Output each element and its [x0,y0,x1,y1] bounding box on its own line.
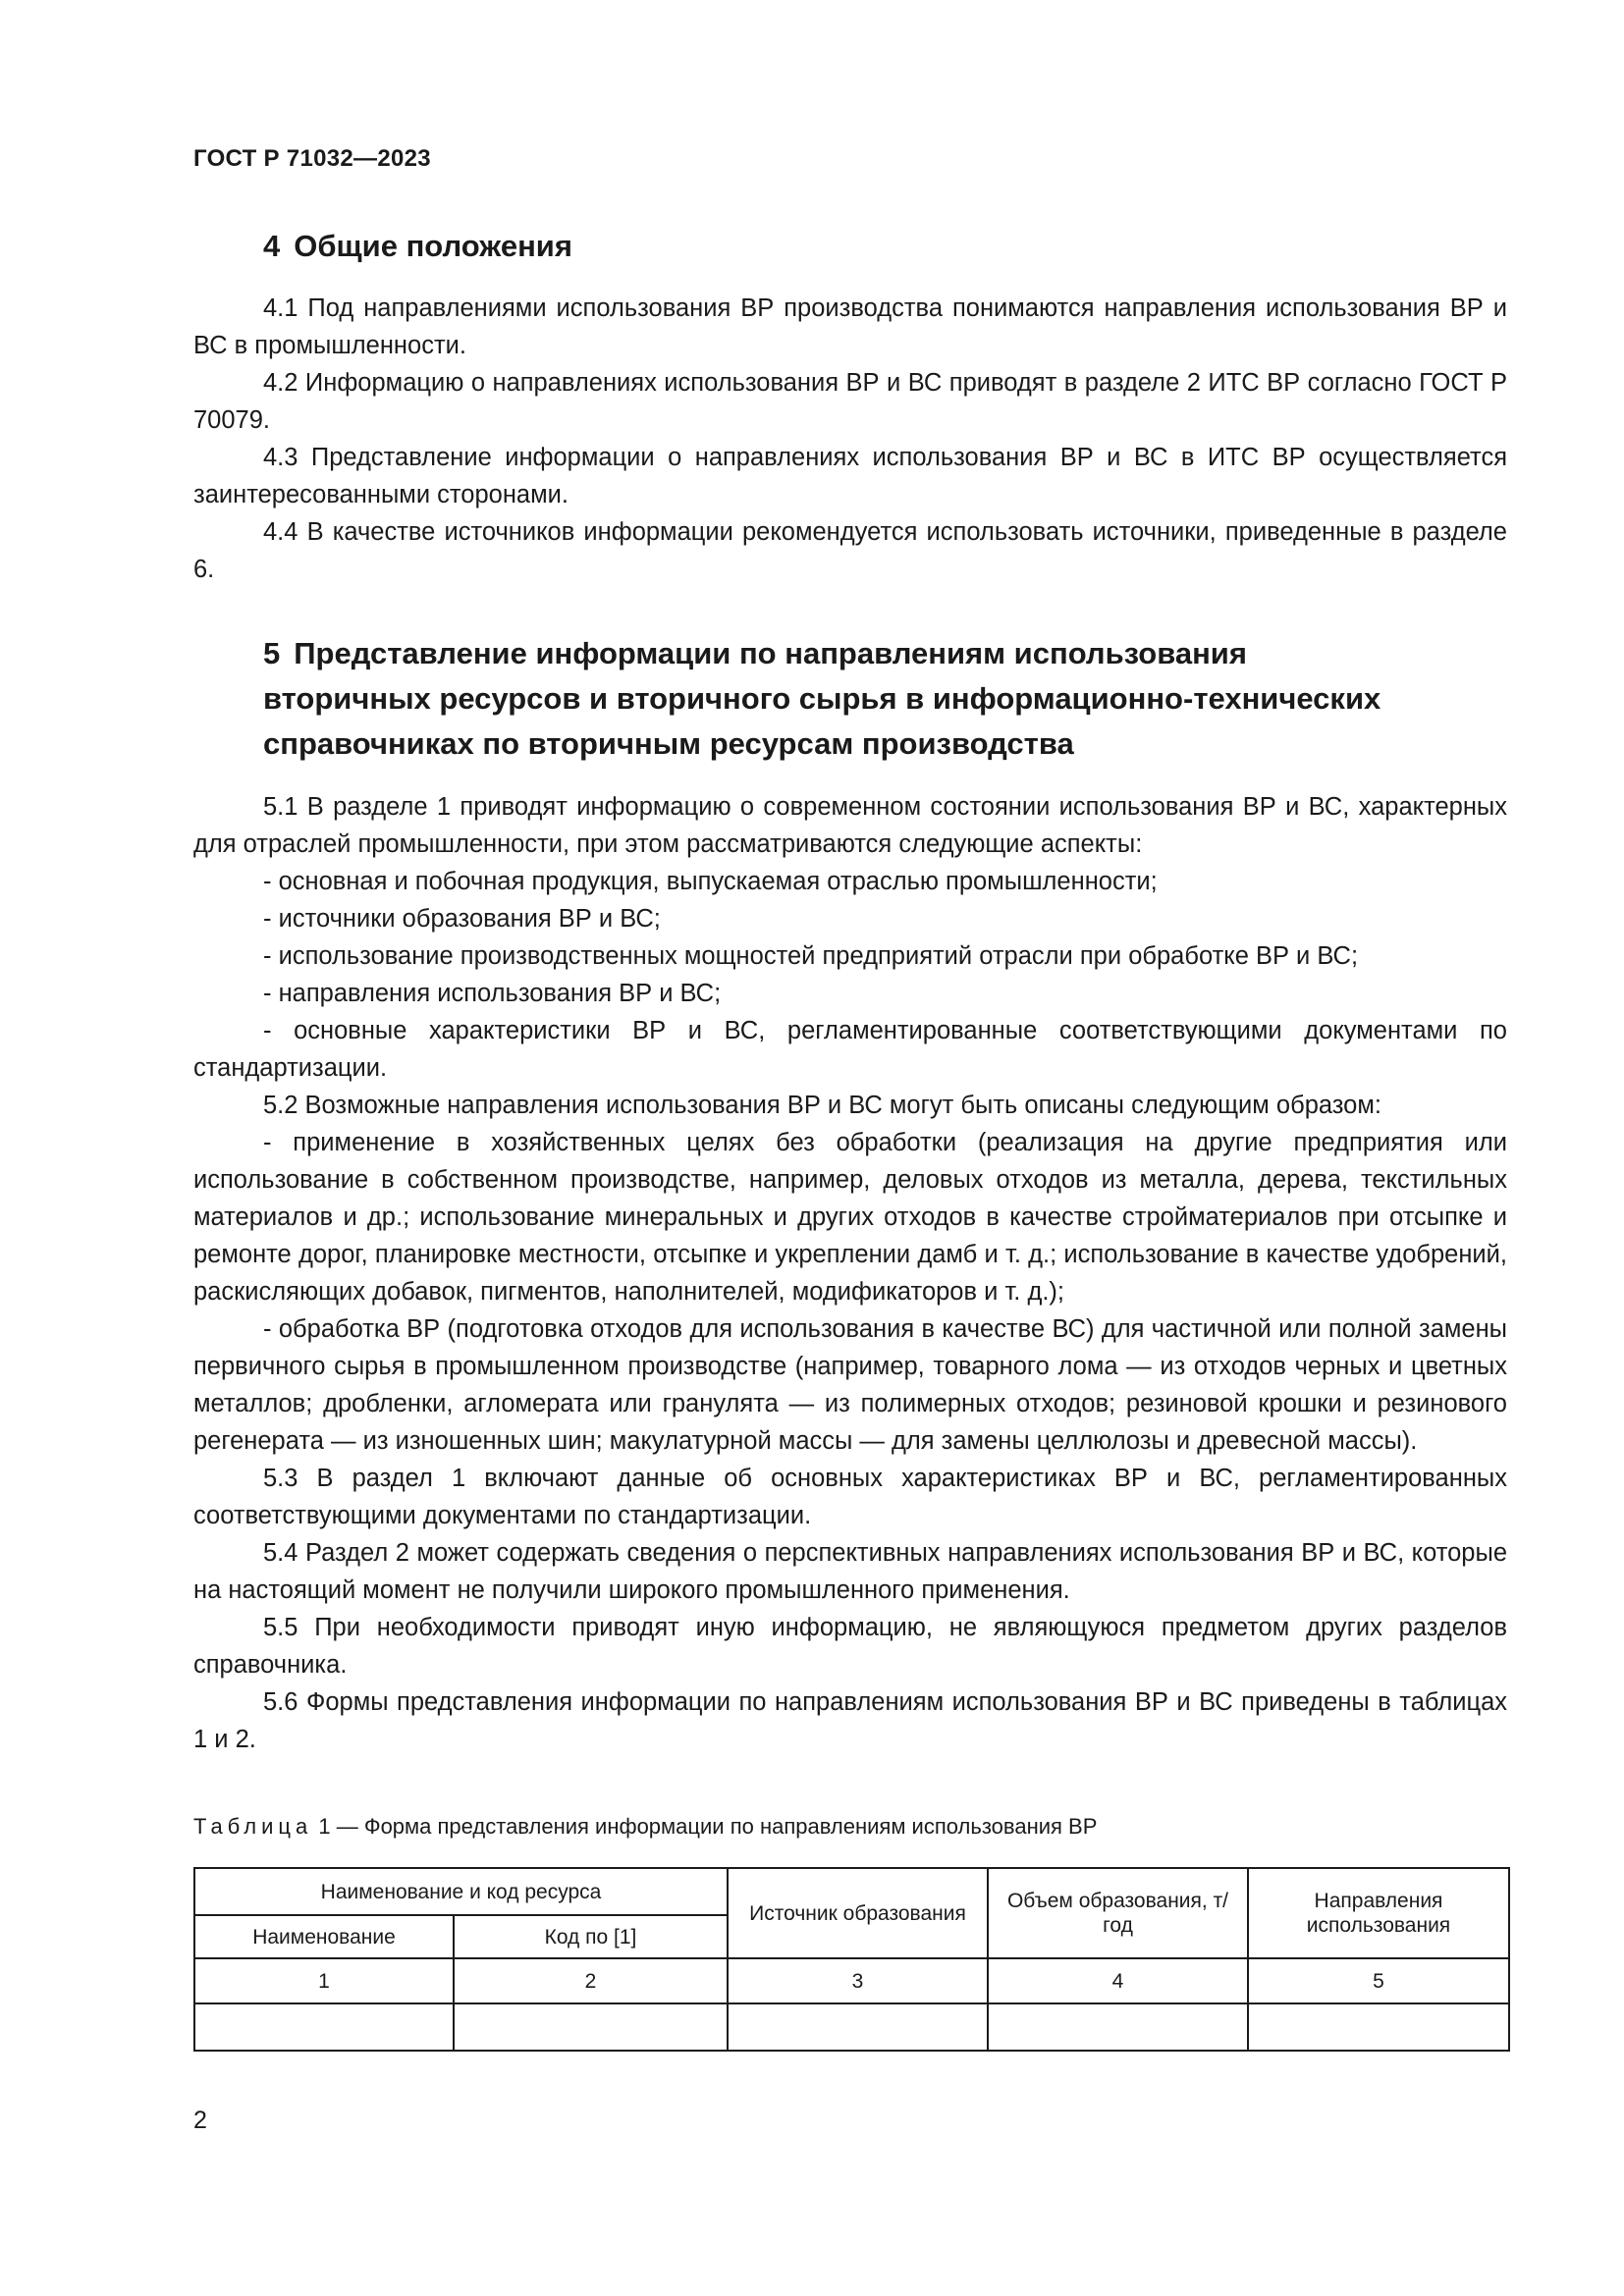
table-caption-word: Таблица [193,1814,313,1839]
resource-group-header: Наименование и код ресурса [194,1868,728,1915]
section-5-heading [263,631,1428,767]
list-item: - направления использования ВР и ВС; [263,980,722,1007]
list-item: - обработка ВР (подготовка отходов для использования в качестве ВС) для частичной или полной замены первичного сырья в промышленном производстве (например, товарного лома — из отходов черных и цветных металлов; дробленки, агломерата или гранулята — из полимерных отходов; резиновой крошки и резинового регенерата — из изношенных шин; макулатурной массы — для замены целлюлозы и древесной массы). [193,1315,1507,1455]
paragraph-5-5: 5.5 При необходимости приводят иную информацию, не являющуюся предметом других разделов справочника. [193,1614,1507,1679]
paragraph-4-3: 4.3 Представление информации о направлениях использования ВР и ВС в ИТС ВР осуществляется заинтересованными сторонами. [193,444,1507,508]
page-number: 2 [193,2107,207,2134]
section-4-heading [263,224,1428,269]
section-5-body [193,788,1507,1758]
section-5-title-line-2: вторичных ресурсов и вторичного сырья в информационно-технических [263,681,1381,716]
table-cell: 2 [454,1958,728,2003]
paragraph-4-1: 4.1 Под направлениями использования ВР производства понимаются направления использования ВР и ВС в промышленности. [193,294,1507,359]
table-cell: 5 [1248,1958,1509,2003]
direction-header: Направления использования [1248,1868,1509,1958]
table-cell [1248,2003,1509,2051]
paragraph-4-2: 4.2 Информацию о направлениях использования ВР и ВС приводят в разделе 2 ИТС ВР согласно ГОСТ Р 70079. [193,369,1507,434]
paragraph-5-3: 5.3 В раздел 1 включают данные об основных характеристиках ВР и ВС, регламентированных соответствующими документами по стандартизации. [193,1465,1507,1529]
table-1-caption [193,1814,1097,1840]
document-code: ГОСТ Р 71032—2023 [193,145,431,172]
paragraph-5-1: 5.1 В разделе 1 приводят информацию о современном состоянии использования ВР и ВС, характерных для отраслей промышленности, при этом рассматриваются следующие аспекты: [193,793,1507,858]
table-cell [728,2003,988,2051]
list-item: - применение в хозяйственных целях без обработки (реализация на другие предприятия или использование в собственном производстве, например, деловых отходов из металла, дерева, текстильных материалов и др.; использование минеральных и других отходов в качестве стройматериалов при отсыпке и ремонте дорог, планировке местности, отсыпке и укреплении дамб и т. д.; использование в качестве удобрений, раскисляющих добавок, пигментов, наполнителей, модификаторов и т. д.); [193,1129,1507,1306]
table-1 [193,1867,1510,2052]
section-4-number: 4 [263,229,281,263]
table-cell: 4 [988,1958,1248,2003]
section-4-body [193,290,1507,588]
table-cell: 3 [728,1958,988,2003]
list-item: - основная и побочная продукция, выпускаемая отраслью промышленности; [263,868,1158,895]
section-5-title-line-3: справочниках по вторичным ресурсам производства [263,726,1074,761]
paragraph-4-4: 4.4 В качестве источников информации рекомендуется использовать источники, приведенные в разделе 6. [193,518,1507,583]
table-numbering-row [194,1958,1509,2003]
table-row [194,2003,1509,2051]
table-cell [194,2003,454,2051]
paragraph-5-4: 5.4 Раздел 2 может содержать сведения о перспективных направлениях использования ВР и ВС, которые на настоящий момент не получили широкого промышленного применения. [193,1539,1507,1604]
section-5-title-line-1: 5 Представление информации по направлениям использования [263,636,1247,670]
volume-header: Объем образования, т/год [988,1868,1248,1958]
section-5-number: 5 [263,636,281,670]
table-caption-text: 1 — Форма представления информации по направлениям использования ВР [312,1814,1098,1839]
table-cell: 1 [194,1958,454,2003]
table-header-row [194,1868,1509,1915]
table-cell [454,2003,728,2051]
code-header: Код по [1] [454,1915,728,1958]
name-header: Наименование [194,1915,454,1958]
paragraph-5-6: 5.6 Формы представления информации по направлениям использования ВР и ВС приведены в таблицах 1 и 2. [193,1688,1507,1753]
list-item: - основные характеристики ВР и ВС, регламентированные соответствующими документами по стандартизации. [193,1017,1507,1082]
section-4-title: Общие положения [294,229,572,263]
list-item: - использование производственных мощностей предприятий отрасли при обработке ВР и ВС; [263,942,1359,970]
list-item: - источники образования ВР и ВС; [263,905,661,933]
source-header: Источник образования [728,1868,988,1958]
paragraph-5-2: 5.2 Возможные направления использования ВР и ВС могут быть описаны следующим образом: [263,1092,1381,1119]
table-cell [988,2003,1248,2051]
